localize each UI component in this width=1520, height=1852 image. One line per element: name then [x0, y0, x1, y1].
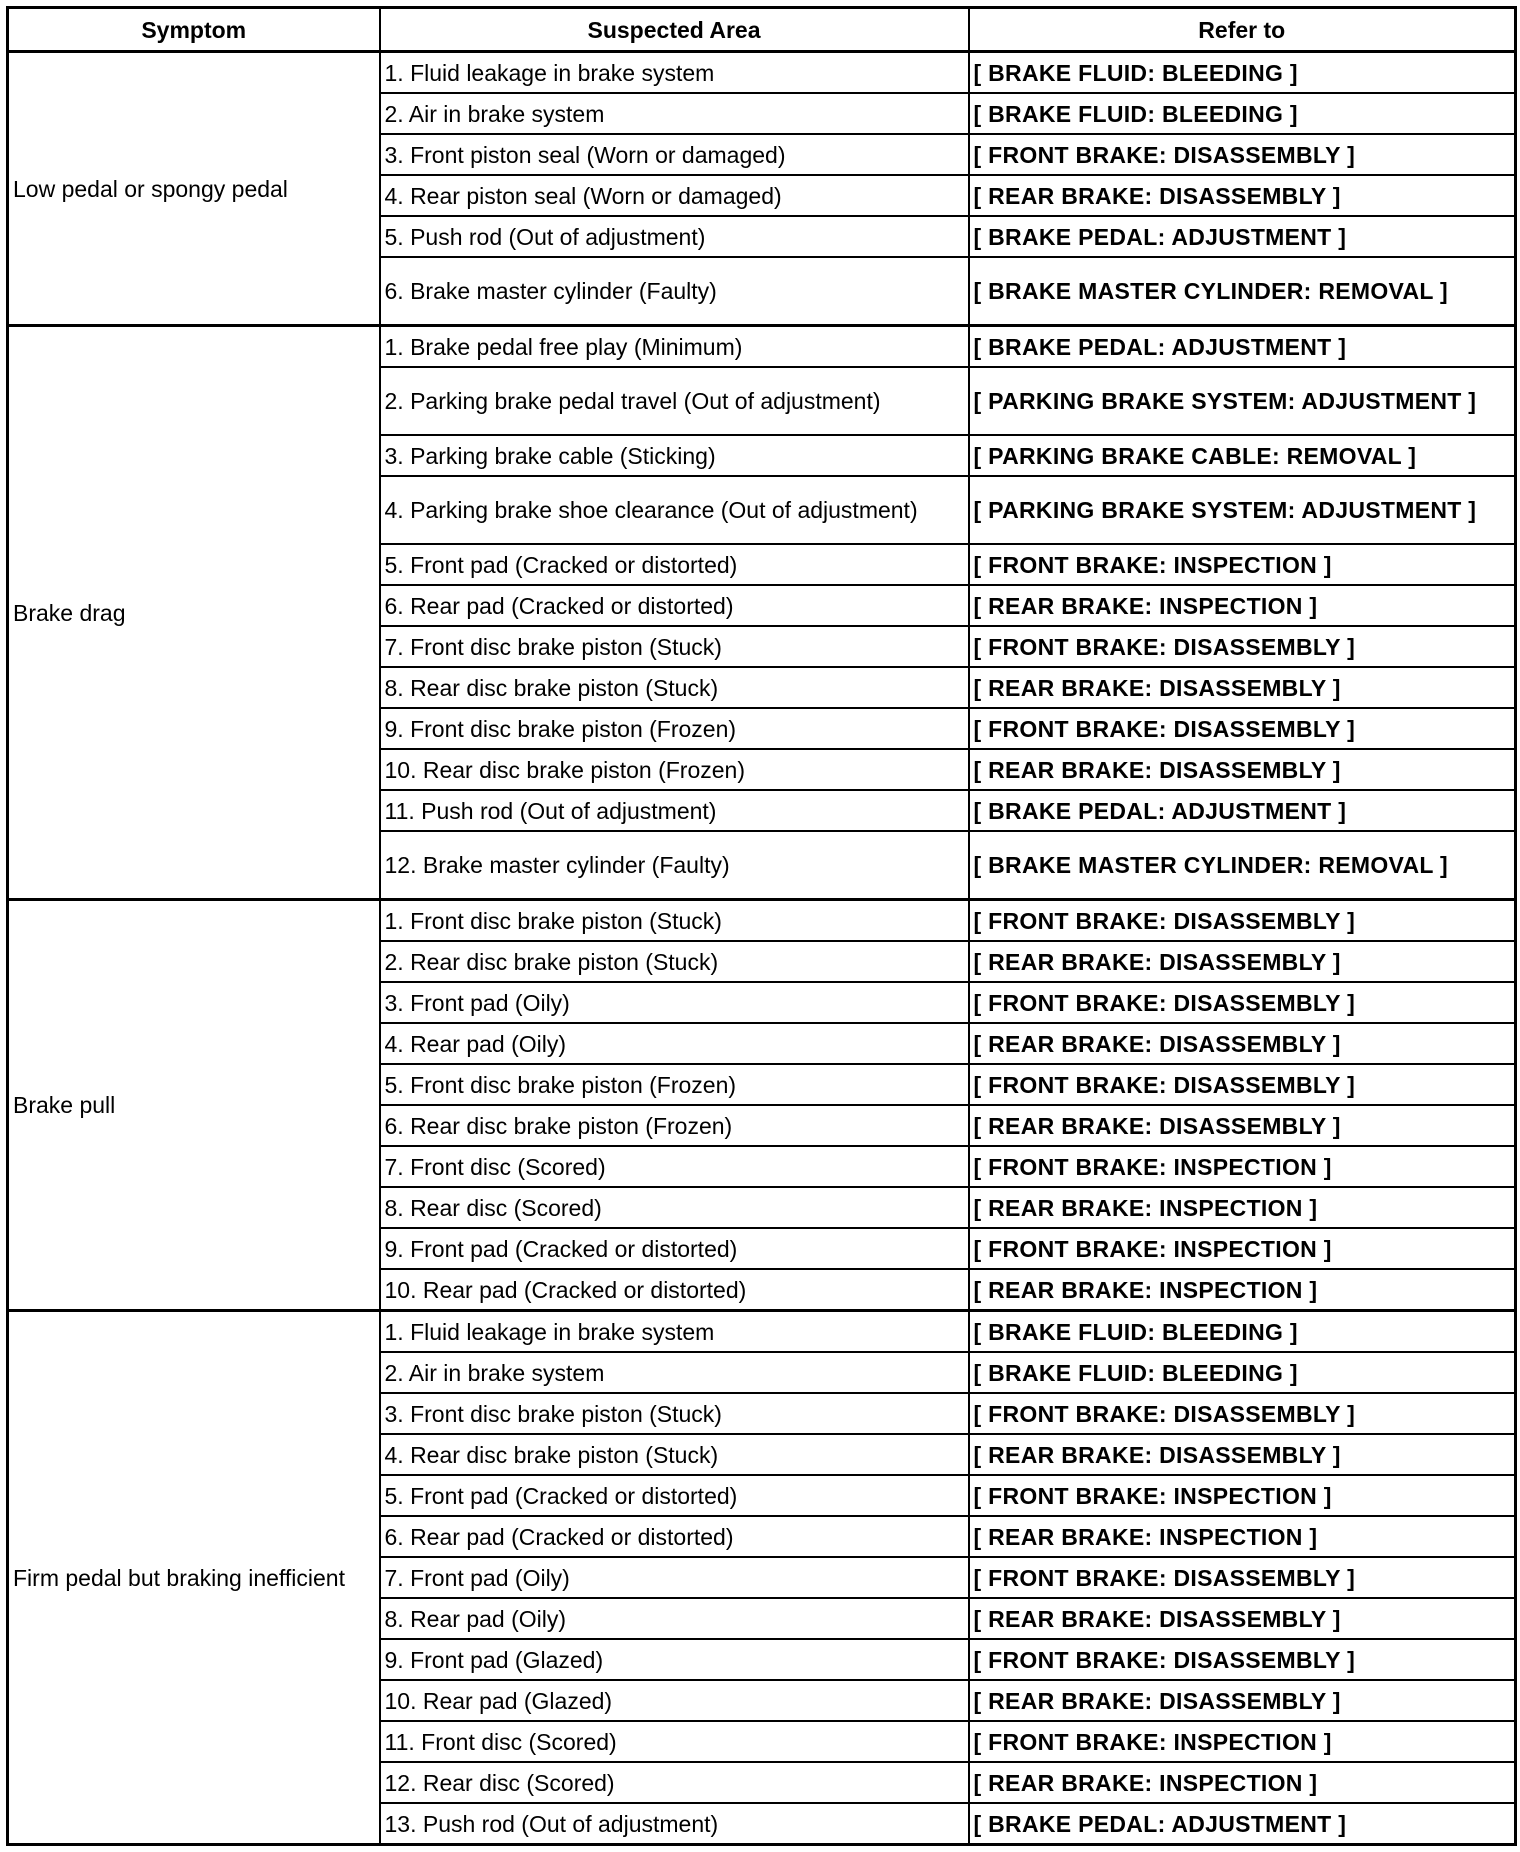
suspected-area-cell: 1. Front disc brake piston (Stuck): [380, 900, 969, 942]
suspected-area-cell: 3. Front disc brake piston (Stuck): [380, 1393, 969, 1434]
refer-to-cell: [ BRAKE PEDAL: ADJUSTMENT ]: [969, 216, 1516, 257]
symptom-cell: Brake pull: [8, 900, 380, 1311]
refer-to-cell: [ BRAKE FLUID: BLEEDING ]: [969, 52, 1516, 94]
refer-to-cell: [ REAR BRAKE: INSPECTION ]: [969, 1269, 1516, 1311]
refer-to-cell: [ PARKING BRAKE SYSTEM: ADJUSTMENT ]: [969, 476, 1516, 544]
suspected-area-cell: 6. Rear pad (Cracked or distorted): [380, 585, 969, 626]
symptom-cell: Brake drag: [8, 326, 380, 900]
header-symptom: Symptom: [8, 8, 380, 52]
refer-to-cell: [ BRAKE MASTER CYLINDER: REMOVAL ]: [969, 257, 1516, 326]
refer-to-cell: [ REAR BRAKE: INSPECTION ]: [969, 1516, 1516, 1557]
suspected-area-cell: 4. Rear pad (Oily): [380, 1023, 969, 1064]
refer-to-cell: [ FRONT BRAKE: DISASSEMBLY ]: [969, 134, 1516, 175]
suspected-area-cell: 10. Rear disc brake piston (Frozen): [380, 749, 969, 790]
suspected-area-cell: 7. Front pad (Oily): [380, 1557, 969, 1598]
suspected-area-cell: 12. Brake master cylinder (Faulty): [380, 831, 969, 900]
refer-to-cell: [ FRONT BRAKE: DISASSEMBLY ]: [969, 1639, 1516, 1680]
suspected-area-cell: 9. Front pad (Cracked or distorted): [380, 1228, 969, 1269]
refer-to-cell: [ REAR BRAKE: DISASSEMBLY ]: [969, 941, 1516, 982]
refer-to-cell: [ PARKING BRAKE SYSTEM: ADJUSTMENT ]: [969, 367, 1516, 435]
refer-to-cell: [ FRONT BRAKE: INSPECTION ]: [969, 544, 1516, 585]
table-row: [8, 52, 1516, 94]
header-refer-to: Refer to: [969, 8, 1516, 52]
suspected-area-cell: 4. Rear piston seal (Worn or damaged): [380, 175, 969, 216]
suspected-area-cell: 2. Air in brake system: [380, 1352, 969, 1393]
refer-to-cell: [ REAR BRAKE: DISASSEMBLY ]: [969, 1105, 1516, 1146]
refer-to-cell: [ FRONT BRAKE: INSPECTION ]: [969, 1475, 1516, 1516]
suspected-area-cell: 1. Fluid leakage in brake system: [380, 52, 969, 94]
suspected-area-cell: 1. Brake pedal free play (Minimum): [380, 326, 969, 368]
refer-to-cell: [ FRONT BRAKE: DISASSEMBLY ]: [969, 1557, 1516, 1598]
refer-to-cell: [ FRONT BRAKE: DISASSEMBLY ]: [969, 1064, 1516, 1105]
refer-to-cell: [ REAR BRAKE: INSPECTION ]: [969, 1762, 1516, 1803]
refer-to-cell: [ BRAKE PEDAL: ADJUSTMENT ]: [969, 790, 1516, 831]
suspected-area-cell: 5. Front pad (Cracked or distorted): [380, 544, 969, 585]
symptom-cell: Low pedal or spongy pedal: [8, 52, 380, 326]
refer-to-cell: [ BRAKE FLUID: BLEEDING ]: [969, 93, 1516, 134]
suspected-area-cell: 12. Rear disc (Scored): [380, 1762, 969, 1803]
refer-to-cell: [ FRONT BRAKE: DISASSEMBLY ]: [969, 982, 1516, 1023]
suspected-area-cell: 8. Rear pad (Oily): [380, 1598, 969, 1639]
refer-to-cell: [ REAR BRAKE: INSPECTION ]: [969, 1187, 1516, 1228]
suspected-area-cell: 9. Front disc brake piston (Frozen): [380, 708, 969, 749]
refer-to-cell: [ REAR BRAKE: DISASSEMBLY ]: [969, 175, 1516, 216]
refer-to-cell: [ FRONT BRAKE: INSPECTION ]: [969, 1228, 1516, 1269]
suspected-area-cell: 5. Front disc brake piston (Frozen): [380, 1064, 969, 1105]
refer-to-cell: [ BRAKE FLUID: BLEEDING ]: [969, 1352, 1516, 1393]
symptom-cell: Firm pedal but braking inefficient: [8, 1311, 380, 1845]
suspected-area-cell: 8. Rear disc (Scored): [380, 1187, 969, 1228]
suspected-area-cell: 6. Rear pad (Cracked or distorted): [380, 1516, 969, 1557]
refer-to-cell: [ FRONT BRAKE: INSPECTION ]: [969, 1146, 1516, 1187]
refer-to-cell: [ BRAKE PEDAL: ADJUSTMENT ]: [969, 326, 1516, 368]
suspected-area-cell: 3. Parking brake cable (Sticking): [380, 435, 969, 476]
suspected-area-cell: 4. Parking brake shoe clearance (Out of adjustment): [380, 476, 969, 544]
refer-to-cell: [ REAR BRAKE: DISASSEMBLY ]: [969, 1680, 1516, 1721]
suspected-area-cell: 11. Push rod (Out of adjustment): [380, 790, 969, 831]
suspected-area-cell: 7. Front disc (Scored): [380, 1146, 969, 1187]
refer-to-cell: [ FRONT BRAKE: INSPECTION ]: [969, 1721, 1516, 1762]
suspected-area-cell: 3. Front piston seal (Worn or damaged): [380, 134, 969, 175]
refer-to-cell: [ REAR BRAKE: DISASSEMBLY ]: [969, 749, 1516, 790]
refer-to-cell: [ FRONT BRAKE: DISASSEMBLY ]: [969, 1393, 1516, 1434]
refer-to-cell: [ REAR BRAKE: DISASSEMBLY ]: [969, 1023, 1516, 1064]
refer-to-cell: [ FRONT BRAKE: DISASSEMBLY ]: [969, 900, 1516, 942]
suspected-area-cell: 3. Front pad (Oily): [380, 982, 969, 1023]
suspected-area-cell: 7. Front disc brake piston (Stuck): [380, 626, 969, 667]
table-row: [8, 900, 1516, 942]
refer-to-cell: [ FRONT BRAKE: DISASSEMBLY ]: [969, 708, 1516, 749]
table-row: [8, 326, 1516, 368]
troubleshooting-table: [6, 6, 1517, 1846]
suspected-area-cell: 5. Push rod (Out of adjustment): [380, 216, 969, 257]
suspected-area-cell: 4. Rear disc brake piston (Stuck): [380, 1434, 969, 1475]
refer-to-cell: [ FRONT BRAKE: DISASSEMBLY ]: [969, 626, 1516, 667]
suspected-area-cell: 10. Rear pad (Cracked or distorted): [380, 1269, 969, 1311]
refer-to-cell: [ BRAKE MASTER CYLINDER: REMOVAL ]: [969, 831, 1516, 900]
refer-to-cell: [ REAR BRAKE: DISASSEMBLY ]: [969, 1434, 1516, 1475]
refer-to-cell: [ REAR BRAKE: INSPECTION ]: [969, 585, 1516, 626]
suspected-area-cell: 1. Fluid leakage in brake system: [380, 1311, 969, 1353]
suspected-area-cell: 8. Rear disc brake piston (Stuck): [380, 667, 969, 708]
refer-to-cell: [ PARKING BRAKE CABLE: REMOVAL ]: [969, 435, 1516, 476]
suspected-area-cell: 6. Rear disc brake piston (Frozen): [380, 1105, 969, 1146]
refer-to-cell: [ REAR BRAKE: DISASSEMBLY ]: [969, 1598, 1516, 1639]
suspected-area-cell: 10. Rear pad (Glazed): [380, 1680, 969, 1721]
suspected-area-cell: 2. Parking brake pedal travel (Out of adjustment): [380, 367, 969, 435]
suspected-area-cell: 2. Rear disc brake piston (Stuck): [380, 941, 969, 982]
suspected-area-cell: 5. Front pad (Cracked or distorted): [380, 1475, 969, 1516]
suspected-area-cell: 11. Front disc (Scored): [380, 1721, 969, 1762]
suspected-area-cell: 2. Air in brake system: [380, 93, 969, 134]
table-row: [8, 1311, 1516, 1353]
refer-to-cell: [ BRAKE PEDAL: ADJUSTMENT ]: [969, 1803, 1516, 1845]
refer-to-cell: [ REAR BRAKE: DISASSEMBLY ]: [969, 667, 1516, 708]
suspected-area-cell: 13. Push rod (Out of adjustment): [380, 1803, 969, 1845]
header-row: [8, 8, 1516, 52]
table-body: [8, 52, 1516, 1845]
refer-to-cell: [ BRAKE FLUID: BLEEDING ]: [969, 1311, 1516, 1353]
header-suspected-area: Suspected Area: [380, 8, 969, 52]
suspected-area-cell: 6. Brake master cylinder (Faulty): [380, 257, 969, 326]
suspected-area-cell: 9. Front pad (Glazed): [380, 1639, 969, 1680]
